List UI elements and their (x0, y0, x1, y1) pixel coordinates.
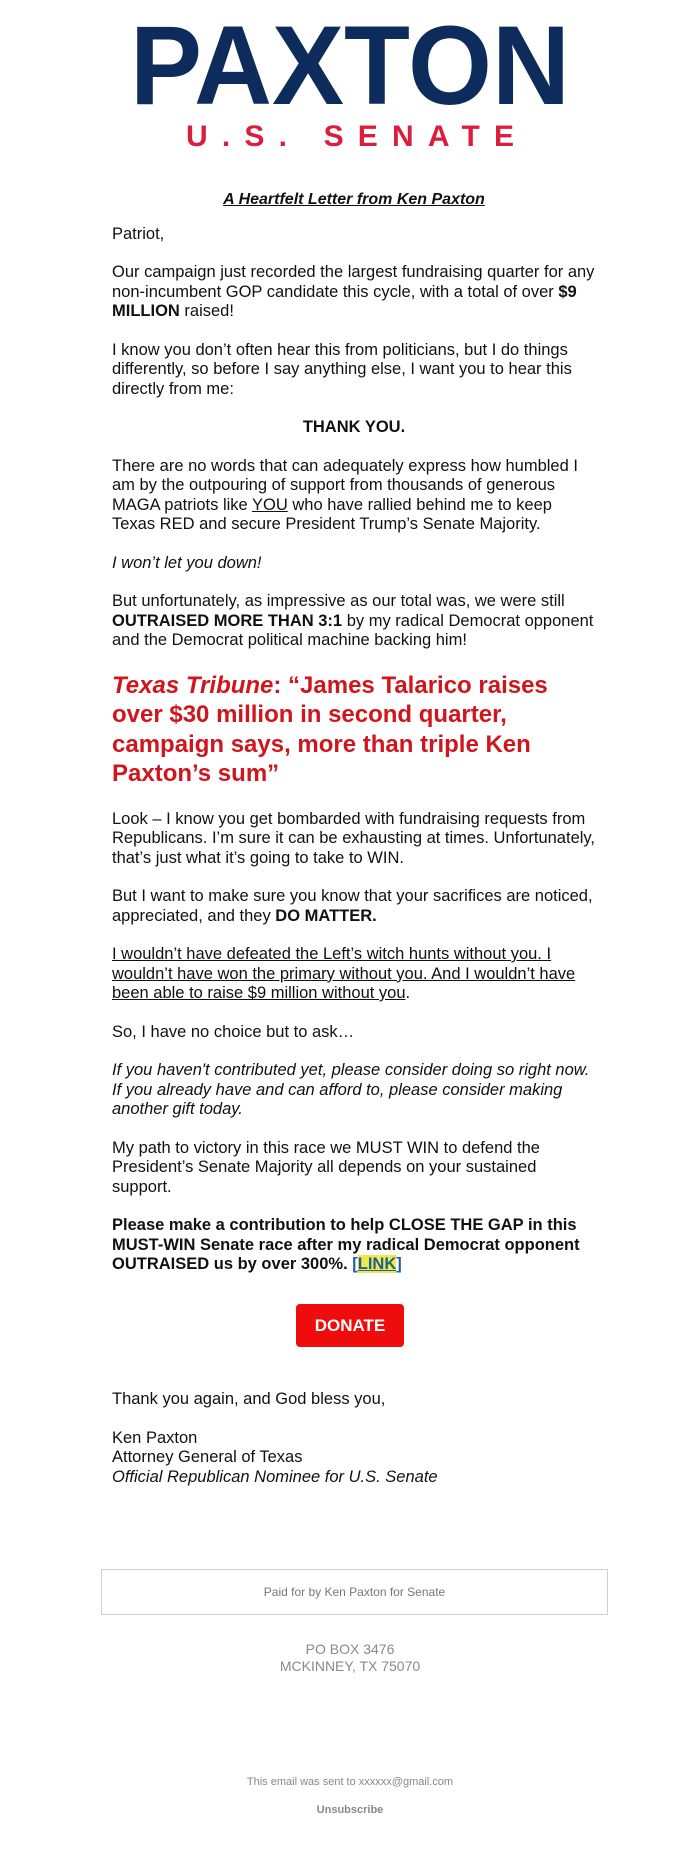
letter-headline: A Heartfelt Letter from Ken Paxton (223, 191, 485, 208)
tribune-source: Texas Tribune (112, 671, 274, 699)
do-matter-emphasis: DO MATTER. (275, 906, 377, 925)
paragraph-ask: So, I have no choice but to ask… (112, 1022, 355, 1041)
signoff (112, 1390, 596, 1487)
letter-body (112, 190, 596, 1275)
paragraph-outraised: But unfortunately, as impressive as our total was, we were still OUTRAISED MORE THAN 3:1 by my radical Democrat opponent and the Democrat political machine backing him! (112, 592, 594, 649)
signer-name: Ken Paxton (112, 1428, 198, 1447)
sent-to-notice: This email was sent to xxxxxx@gmail.com (246, 1776, 454, 1788)
paragraph-politicians: I know you don’t often hear this from politicians, but I do things differently, so before I say anything else, I want you to hear this directly from me: (112, 340, 572, 398)
paragraph-close-gap: Please make a contribution to help CLOSE THE GAP in this MUST-WIN Senate race after my radical Democrat opponent OUTRAISED us by over 300%. [LINK] (112, 1216, 580, 1273)
total-amount: $9 MILLION (112, 282, 577, 320)
paragraph-sacrifices: But I want to make sure you know that your sacrifices are noticed, appreciated, and they DO MATTER. (112, 887, 593, 925)
address-line-2: MCKINNEY, TX 75070 (279, 1658, 421, 1674)
thank-you-line: THANK YOU. (302, 418, 406, 436)
logo-graphic (128, 16, 572, 156)
mailing-address (0, 1641, 700, 1675)
you-emphasis: YOU (252, 495, 288, 514)
signer-title: Attorney General of Texas (112, 1448, 303, 1466)
closing-line: Thank you again, and God bless you, (112, 1390, 386, 1408)
donate-button[interactable]: DONATE (296, 1304, 404, 1347)
donate-container (0, 1304, 700, 1347)
unsubscribe-link[interactable]: Unsubscribe (316, 1804, 384, 1816)
tribune-quote: Texas Tribune: “James Talarico raises over $30 million in second quarter, campaign says, more than triple Ken Paxton’s sum” (112, 671, 548, 787)
salutation: Patriot, (112, 224, 165, 243)
campaign-logo (128, 16, 572, 156)
paragraph-fundraising: Our campaign just recorded the largest fundraising quarter for any non-incumbent GOP candidate this cycle, with a total of over $9 MILLION raised! (112, 263, 595, 320)
paid-for-disclaimer: Paid for by Ken Paxton for Senate (101, 1569, 608, 1615)
paragraph-contribute: If you haven't contributed yet, please consider doing so right now. If you already have and can afford to, please consider making another gift today. (112, 1061, 590, 1118)
paragraph-without-you: I wouldn’t have defeated the Left’s witch hunts without you. I wouldn’t have won the primary without you. And I wouldn’t have been able to raise $9 million without you. (112, 945, 576, 1002)
outraised-emphasis: OUTRAISED MORE THAN 3:1 (112, 611, 343, 630)
address-line-1: PO BOX 3476 (305, 1641, 395, 1657)
logo-name: PAXTON (130, 16, 570, 128)
signer-role: Official Republican Nominee for U.S. Senate (112, 1467, 438, 1486)
paragraph-promise: I won’t let you down! (112, 553, 262, 572)
paragraph-requests: Look – I know you get bombarded with fundraising requests from Republicans. I’m sure it can be exhausting at times. Unfortunately, that’s just what it’s going to take to WIN. (112, 809, 596, 867)
paragraph-path: My path to victory in this race we MUST WIN to defend the President’s Senate Majority all depends on your sustained support. (112, 1138, 540, 1196)
paragraph-humbled: There are no words that can adequately express how humbled I am by the outpouring of support from thousands of generous MAGA patriots like YOU who have rallied behind me to keep Texas RED and secure President Trump’s Senate Majority. (112, 456, 578, 533)
logo-subtitle: U.S. SENATE (186, 120, 514, 153)
contribute-link[interactable]: LINK (357, 1255, 397, 1273)
recipient-email: xxxxxx@gmail.com (358, 1776, 454, 1788)
